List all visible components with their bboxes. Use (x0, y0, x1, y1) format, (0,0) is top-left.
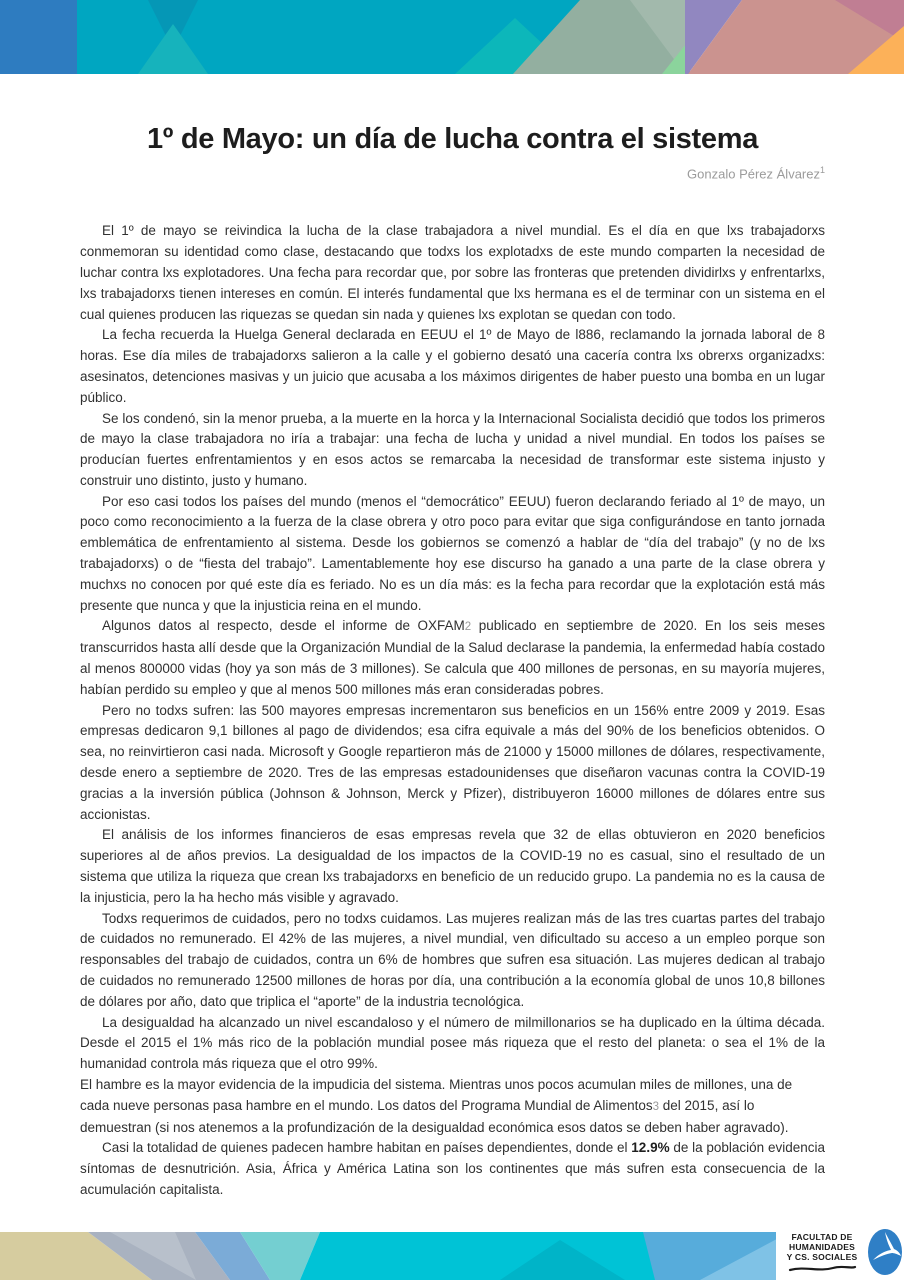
paragraph (80, 325, 825, 408)
paragraph (80, 701, 825, 826)
bird-logo-icon (866, 1227, 904, 1277)
text-segment: Pero no todxs sufren: las 500 mayores empresas incrementaron sus beneficios en un 156% entre 2009 y 2019. Esas empresas dedicaron 9,1 billones al pago de dividendos; esa cifra equivale a más del 90% de los beneficios obtenidos. O sea, no reinvirtieron casi nada. Microsoft y Google repartieron más de 21000 y 15000 millones de dólares, respectivamente, desde enero a septiembre de 2020. Tres de las empresas estadounidenses que diseñaron vacunas contra la COVID-19 gracias a la inversión pública (Johnson & Johnson, Merck y Pfizer), distribuyeron 16000 millones de dólares entre sus accionistas. (80, 702, 825, 822)
emphasized-text: 12.9% (631, 1140, 670, 1156)
paragraph (80, 1013, 825, 1075)
signature-squiggle-icon (787, 1264, 857, 1273)
paragraph (80, 221, 825, 325)
paragraph (80, 616, 825, 700)
footnote-ref: 3 (652, 1100, 660, 1113)
paragraph (80, 825, 825, 908)
faculty-logo-text-block (782, 1232, 862, 1273)
text-segment: de la población evidencia síntomas de desnutrición. Asia, África y América Latina son los continentes que más sufren esta consecuencia de la acumulación capitalista. (80, 1140, 825, 1197)
banner-shape (0, 0, 77, 74)
text-segment: El análisis de los informes financieros de esas empresas revela que 32 de ellas obtuvieron en 2020 beneficios superiores al de años previos. La desigualdad de los impactos de la COVID-19 no es casual, sino el resultado de un sistema que utiliza la riqueza que crean lxs trabajadorxs en beneficio de un reducido grupo. La pandemia no es la causa de la injusticia, pero la ha hecho más visible y agravado. (80, 827, 825, 905)
article-body (80, 221, 825, 1200)
paragraph (80, 909, 825, 1013)
text-segment: Se los condenó, sin la menor prueba, a la muerte en la horca y la Internacional Socialista decidió que todos los primeros de mayo la clase trabajadora no iría a trabajar: una fecha de lucha y unidad a nivel mundial. En todos los países se producían fuertes enfrentamientos y en esos actos se remarcaba la necesidad de transformar este sistema injusto y construir uno distinto, justo y humano. (80, 410, 825, 488)
paragraph (80, 409, 825, 492)
text-segment: El 1º de mayo se reivindica la lucha de la clase trabajadora a nivel mundial. Es el día en que lxs trabajadorxs conmemoran su identidad como clase, destacando que todxs los explotadxs de este mundo comparten la necesidad de luchar contra lxs explotadores. Una fecha para recordar que, por sobre las fronteras que pretenden dividirlxs y enfrentarlxs, lxs trabajadorxs tienen intereses en común. El interés fundamental que lxs hermana es el de terminar con un sistema en el cual quienes producen las riquezas se quedan sin nada y quienes lxs explotan se quedan con todo. (80, 223, 825, 322)
text-segment: Por eso casi todos los países del mundo (menos el “democrático” EEUU) fueron declarando feriado al 1º de mayo, un poco como reconocimiento a la fuerza de la clase obrera y otro poco para evitar que siga configurándose en tanto jornada emblemática de enfrentamiento al sistema. Desde los gobiernos se comenzó a hablar de “día del trabajo” (y no de lxs trabajadorxs) o de “fiesta del trabajo”. Lamentablemente hoy ese discurso ha ganado a una parte de la clase obrera y muchxs no conocen por qué este día es feriado. No es un día más: es la fecha para recordar que la explotación está más presente que nunca y que la injusticia reina en el mundo. (80, 493, 825, 613)
footnote-ref: 2 (464, 621, 472, 634)
author-line (80, 162, 825, 182)
text-segment: publicado en septiembre de 2020. En los seis meses transcurridos hasta allí desde que la Organización Mundial de la Salud declarase la pandemia, la enfermedad había costado al menos 800000 vidas (hoy ya son más de 3 millones). Se calcula que 400 millones de personas, en su mayoría mujeres, habían perdido su empleo y que al menos 500 millones más eran consideradas pobres. (80, 618, 825, 697)
text-segment: del 2015, así lo demuestran (si nos atenemos a la profundización de la desigualdad económica esos datos se deben haber agravado). (80, 1097, 789, 1135)
text-segment: La fecha recuerda la Huelga General declarada en EEUU el 1º de Mayo de l886, reclamando la jornada laboral de 8 horas. Ese día miles de trabajadorxs salieron a la calle y el gobierno desató una cacería contra lxs obrerxs organizadxs: asesinatos, detenciones masivas y un juicio que acusaba a los máximos dirigentes de haber puesto una bomba en un lugar público. (80, 327, 825, 405)
page-title: 1º de Mayo: un día de lucha contra el sistema (146, 123, 759, 155)
text-segment: La desigualdad ha alcanzado un nivel escandaloso y el número de milmillonarios se ha duplicado en la última década. Desde el 2015 el 1% más rico de la población mundial posee más riqueza que el resto del planeta: o sea el 1% de la humanidad controla más riqueza que el otro 99%. (80, 1014, 825, 1072)
author-footnote-ref: 1 (819, 165, 825, 175)
faculty-name-line: HUMANIDADES (789, 1241, 855, 1252)
text-segment: Casi la totalidad de quienes padecen hambre habitan en países dependientes, donde el (102, 1140, 632, 1156)
author-name: Gonzalo Pérez Álvarez (687, 166, 820, 182)
faculty-name-line: FACULTAD DE (791, 1231, 853, 1242)
text-segment: Algunos datos al respecto, desde el informe de OXFAM (102, 618, 465, 634)
faculty-name-line: Y CS. SOCIALES (786, 1251, 858, 1262)
bottom-banner-decoration (0, 1232, 904, 1280)
paragraph (80, 492, 825, 617)
faculty-logo (776, 1224, 904, 1280)
article-content (80, 0, 825, 1201)
paragraph (80, 1138, 825, 1200)
text-segment: El hambre es la mayor evidencia de la impudicia del sistema. Mientras unos pocos acumulan miles de millones, una de cada nueve personas pasa hambre en el mundo. Los datos del Programa Mundial de Alimentos (80, 1077, 793, 1113)
text-segment: Todxs requerimos de cuidados, pero no todxs cuidamos. Las mujeres realizan más de las tres cuartas partes del trabajo de cuidados no remunerado. El 42% de las mujeres, a nivel mundial, ven dificultado su acceso a un empleo porque son responsables del trabajo de cuidados, contra un 6% de hombres que sufren esa situación. Las mujeres dedican al trabajo de cuidados no remunerado 12500 millones de horas por día, una contribución a la economía global de unos 10,8 billones de dólares por año, dato que triplica el “aporte” de la industria tecnológica. (80, 910, 825, 1009)
paragraph (80, 1075, 825, 1138)
faculty-name (782, 1232, 862, 1262)
